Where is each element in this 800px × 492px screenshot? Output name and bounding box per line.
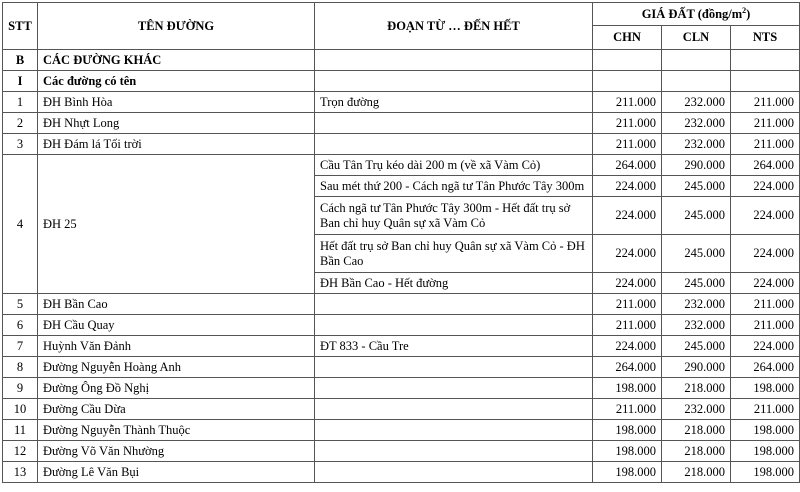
row-price-nts: 224.000 xyxy=(731,197,800,235)
row-price-cln: 290.000 xyxy=(662,357,731,378)
row-stt: 4 xyxy=(3,155,38,294)
row-price-chn: 224.000 xyxy=(593,235,662,273)
row-price-nts: 224.000 xyxy=(731,235,800,273)
row-price-chn: 198.000 xyxy=(593,420,662,441)
header-stt: STT xyxy=(3,3,38,50)
section-title: Các đường có tên xyxy=(38,71,315,92)
row-price-chn: 211.000 xyxy=(593,113,662,134)
empty-cell xyxy=(731,50,800,71)
row-price-cln: 232.000 xyxy=(662,113,731,134)
row-price-nts: 264.000 xyxy=(731,155,800,176)
row-segment xyxy=(315,378,593,399)
header-road-name: TÊN ĐƯỜNG xyxy=(38,3,315,50)
row-segment xyxy=(315,462,593,483)
row-segment: Trọn đường xyxy=(315,92,593,113)
row-road-name: Huỳnh Văn Đảnh xyxy=(38,336,315,357)
empty-cell xyxy=(662,71,731,92)
empty-cell xyxy=(731,71,800,92)
row-segment xyxy=(315,315,593,336)
table-row xyxy=(3,420,800,441)
header-segment: ĐOẠN TỪ … ĐẾN HẾT xyxy=(315,3,593,50)
row-price-nts: 224.000 xyxy=(731,336,800,357)
row-price-nts: 211.000 xyxy=(731,113,800,134)
row-segment xyxy=(315,399,593,420)
row-stt: 8 xyxy=(3,357,38,378)
table-row xyxy=(3,155,800,176)
section-row-i xyxy=(3,71,800,92)
row-road-name: Đường Lê Văn Bụi xyxy=(38,462,315,483)
row-road-name: Đường Nguyễn Thành Thuộc xyxy=(38,420,315,441)
row-price-chn: 198.000 xyxy=(593,441,662,462)
row-price-chn: 264.000 xyxy=(593,357,662,378)
row-stt: 1 xyxy=(3,92,38,113)
row-price-chn: 211.000 xyxy=(593,134,662,155)
row-road-name: ĐH Cầu Quay xyxy=(38,315,315,336)
row-segment xyxy=(315,113,593,134)
row-segment xyxy=(315,134,593,155)
row-segment: Cách ngã tư Tân Phước Tây 300m - Hết đất trụ sở Ban chỉ huy Quân sự xã Vàm Cỏ xyxy=(315,197,593,235)
row-stt: 12 xyxy=(3,441,38,462)
land-price-table xyxy=(2,2,800,483)
row-road-name: ĐH 25 xyxy=(38,155,315,294)
empty-cell xyxy=(315,71,593,92)
table-row xyxy=(3,134,800,155)
row-price-chn: 224.000 xyxy=(593,273,662,294)
header-price-group-sup: 2 xyxy=(742,5,747,15)
row-price-cln: 232.000 xyxy=(662,294,731,315)
row-price-nts: 198.000 xyxy=(731,462,800,483)
row-segment xyxy=(315,357,593,378)
row-stt: 11 xyxy=(3,420,38,441)
row-stt: 5 xyxy=(3,294,38,315)
row-stt: 3 xyxy=(3,134,38,155)
section-title: CÁC ĐƯỜNG KHÁC xyxy=(38,50,315,71)
row-price-cln: 245.000 xyxy=(662,235,731,273)
row-price-nts: 211.000 xyxy=(731,315,800,336)
row-road-name: ĐH Nhựt Long xyxy=(38,113,315,134)
header-price-group xyxy=(593,3,800,26)
row-price-cln: 290.000 xyxy=(662,155,731,176)
row-road-name: ĐH Bần Cao xyxy=(38,294,315,315)
row-price-cln: 218.000 xyxy=(662,420,731,441)
row-price-cln: 232.000 xyxy=(662,92,731,113)
row-road-name: Đường Võ Văn Nhường xyxy=(38,441,315,462)
header-price-group-end: ) xyxy=(746,6,751,21)
empty-cell xyxy=(315,50,593,71)
row-price-chn: 198.000 xyxy=(593,378,662,399)
row-road-name: Đường Nguyễn Hoàng Anh xyxy=(38,357,315,378)
row-price-nts: 224.000 xyxy=(731,176,800,197)
row-price-cln: 218.000 xyxy=(662,441,731,462)
row-segment: Sau mét thứ 200 - Cách ngã tư Tân Phước Tây 300m xyxy=(315,176,593,197)
section-code: I xyxy=(3,71,38,92)
empty-cell xyxy=(593,50,662,71)
row-stt: 13 xyxy=(3,462,38,483)
row-segment xyxy=(315,441,593,462)
row-stt: 6 xyxy=(3,315,38,336)
row-price-chn: 211.000 xyxy=(593,399,662,420)
table-row xyxy=(3,113,800,134)
section-code: B xyxy=(3,50,38,71)
row-price-nts: 198.000 xyxy=(731,420,800,441)
row-price-cln: 245.000 xyxy=(662,176,731,197)
row-price-nts: 211.000 xyxy=(731,92,800,113)
row-road-name: Đường Ông Đồ Nghị xyxy=(38,378,315,399)
row-price-cln: 218.000 xyxy=(662,462,731,483)
row-price-nts: 211.000 xyxy=(731,294,800,315)
row-road-name: Đường Cầu Dừa xyxy=(38,399,315,420)
table-row xyxy=(3,92,800,113)
table-row xyxy=(3,462,800,483)
row-price-cln: 232.000 xyxy=(662,399,731,420)
row-price-nts: 211.000 xyxy=(731,134,800,155)
row-price-chn: 211.000 xyxy=(593,315,662,336)
row-price-chn: 211.000 xyxy=(593,294,662,315)
row-segment: Hết đất trụ sở Ban chỉ huy Quân sự xã Vàm Cỏ - ĐH Bần Cao xyxy=(315,235,593,273)
row-segment xyxy=(315,294,593,315)
header-nts: NTS xyxy=(731,26,800,50)
row-price-nts: 224.000 xyxy=(731,273,800,294)
row-price-cln: 245.000 xyxy=(662,336,731,357)
row-price-nts: 264.000 xyxy=(731,357,800,378)
row-segment xyxy=(315,420,593,441)
row-stt: 10 xyxy=(3,399,38,420)
table-row xyxy=(3,378,800,399)
table-row xyxy=(3,441,800,462)
row-stt: 2 xyxy=(3,113,38,134)
row-price-cln: 218.000 xyxy=(662,378,731,399)
row-price-chn: 224.000 xyxy=(593,176,662,197)
row-price-nts: 198.000 xyxy=(731,441,800,462)
row-price-cln: 245.000 xyxy=(662,197,731,235)
row-price-chn: 224.000 xyxy=(593,197,662,235)
section-row-b xyxy=(3,50,800,71)
row-segment: Cầu Tân Trụ kéo dài 200 m (về xã Vàm Cỏ) xyxy=(315,155,593,176)
row-stt: 7 xyxy=(3,336,38,357)
header-chn: CHN xyxy=(593,26,662,50)
table-row xyxy=(3,336,800,357)
row-price-cln: 245.000 xyxy=(662,273,731,294)
row-road-name: ĐH Bình Hòa xyxy=(38,92,315,113)
table-row xyxy=(3,357,800,378)
row-stt: 9 xyxy=(3,378,38,399)
row-segment: ĐT 833 - Cầu Tre xyxy=(315,336,593,357)
table-row xyxy=(3,399,800,420)
header-cln: CLN xyxy=(662,26,731,50)
row-price-chn: 224.000 xyxy=(593,336,662,357)
table-body xyxy=(3,50,800,483)
empty-cell xyxy=(662,50,731,71)
empty-cell xyxy=(593,71,662,92)
row-price-nts: 211.000 xyxy=(731,399,800,420)
row-price-cln: 232.000 xyxy=(662,315,731,336)
row-price-cln: 232.000 xyxy=(662,134,731,155)
table-row xyxy=(3,294,800,315)
row-price-chn: 198.000 xyxy=(593,462,662,483)
table-row xyxy=(3,315,800,336)
row-segment: ĐH Bần Cao - Hết đường xyxy=(315,273,593,294)
row-price-chn: 211.000 xyxy=(593,92,662,113)
row-price-chn: 264.000 xyxy=(593,155,662,176)
row-road-name: ĐH Đám lá Tối trời xyxy=(38,134,315,155)
row-price-nts: 198.000 xyxy=(731,378,800,399)
header-price-group-text: GIÁ ĐẤT (đồng/m xyxy=(641,6,743,21)
